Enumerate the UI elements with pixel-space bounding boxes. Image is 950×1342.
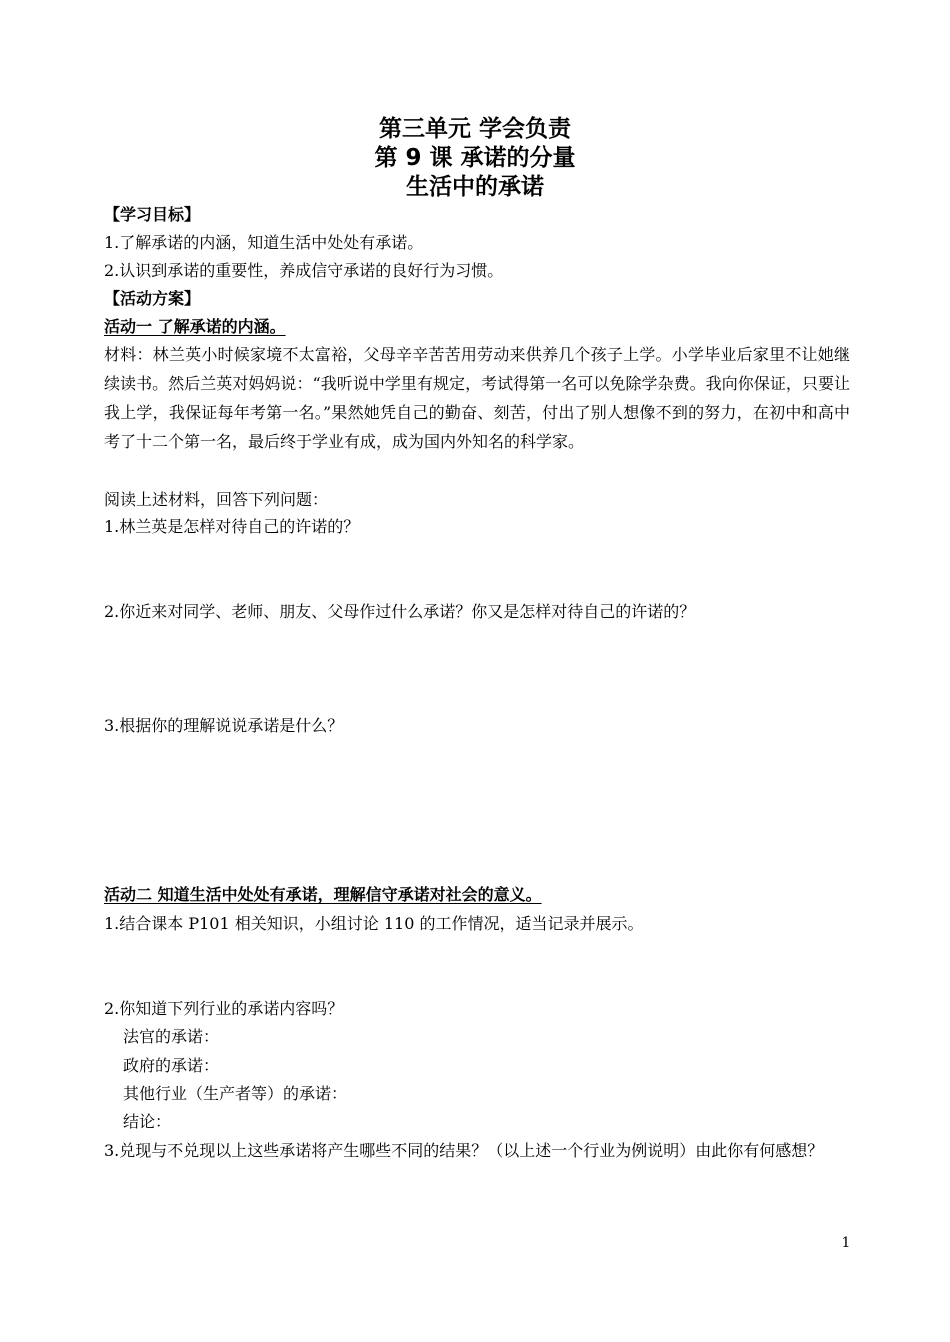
activity1-prompt: 阅读上述材料，回答下列问题： [104,490,329,509]
activity1-question-1: 1.林兰英是怎样对待自己的许诺的？ [104,517,360,536]
q2-item-judge: 法官的承诺： [123,1027,220,1046]
lesson-title: 第 9 课 承诺的分量 [374,145,576,171]
objectives-heading: 【学习目标】 [104,205,201,224]
plan-heading: 【活动方案】 [104,289,201,308]
q2-item-government: 政府的承诺： [123,1056,220,1075]
activity2-question-3: 3.兑现与不兑现以上这些承诺将产生哪些不同的结果？（以上述一个行业为例说明）由此你有何感想？ [104,1141,824,1160]
activity1-question-2: 2.你近来对同学、老师、朋友、父母作过什么承诺？你又是怎样对待自己的许诺的？ [104,602,696,621]
activity1-question-3: 3.根据你的理解说说承诺是什么？ [104,716,344,735]
q2-item-other-industries: 其他行业（生产者等）的承诺： [123,1084,348,1103]
unit-title: 第三单元 学会负责 [378,116,571,142]
activity2-title: 活动二 知道生活中处处有承诺，理解信守承诺对社会的意义。 [104,885,542,904]
activity2-question-2: 2.你知道下列行业的承诺内容吗？ [104,999,344,1018]
q2-item-conclusion: 结论： [123,1112,172,1131]
activity2-question-1: 1.结合课本 P101 相关知识，小组讨论 110 的工作情况，适当记录并展示。 [104,914,644,933]
section-title: 生活中的承诺 [406,174,544,200]
objective-item: 2.认识到承诺的重要性，养成信守承诺的良好行为习惯。 [104,261,504,280]
activity1-material: 材料：林兰英小时候家境不太富裕，父母辛辛苦苦用劳动来供养几个孩子上学。小学毕业后家里不让她继续读书。然后兰英对妈妈说：“我听说中学里有规定，考试得第一名可以免除学杂费。我向你保证，只要让我上学，我保证每年考第一名。”果然她凭自己的勤奋、刻苦，付出了别人想像不到的努力，在初中和高中考了十二个第一名，最后终于学业有成，成为国内外知名的科学家。 [104,345,850,451]
objective-item: 1.了解承诺的内涵，知道生活中处处有承诺。 [104,233,424,252]
activity1-title: 活动一 了解承诺的内涵。 [104,317,286,336]
page-number: 1 [841,1235,851,1251]
